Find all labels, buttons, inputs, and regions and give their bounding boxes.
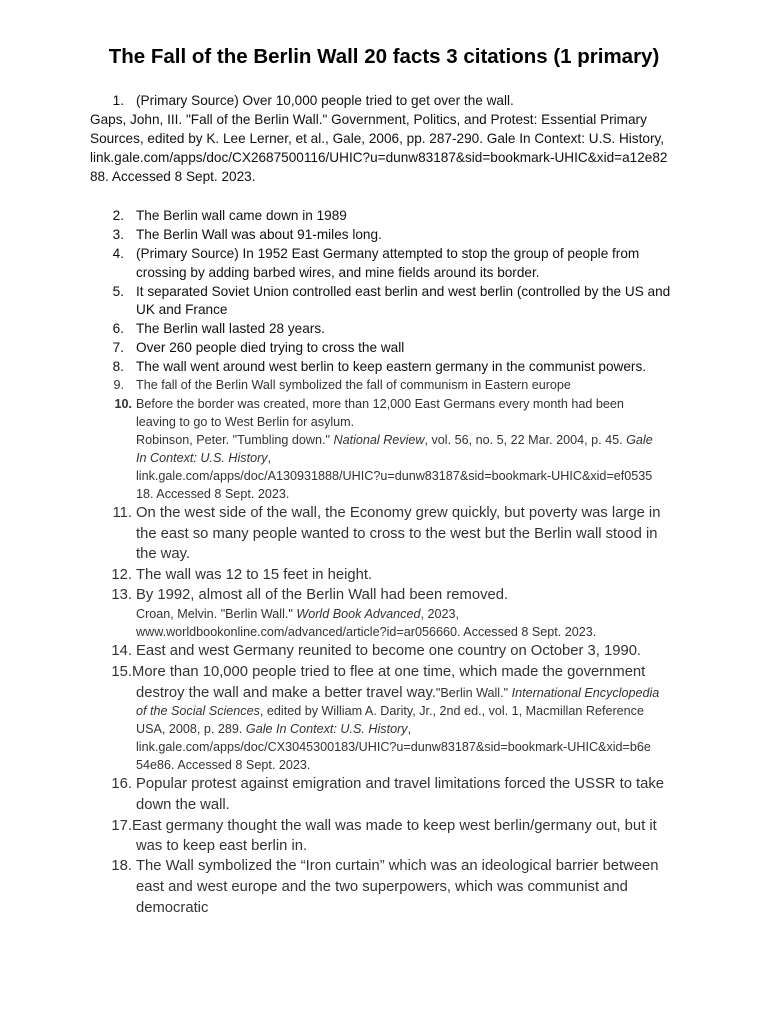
fact-text: More than 10,000 people tried to flee at one time, which made the government: [132, 664, 646, 680]
fact-text: the way.: [136, 546, 191, 562]
fact-text: East and west Germany reunited to become one country on October 3, 1990.: [136, 643, 642, 659]
citation-link: link.gale.com/apps/doc/CX2687500116/UHIC?u=dunw83187&sid=bookmark-UHIC&xid=a12e82: [90, 150, 668, 165]
fact-number: 4.: [112, 246, 124, 261]
fact-text: The Berlin wall lasted 28 years.: [136, 321, 325, 336]
citation-line: 54e86. Accessed 8 Sept. 2023.: [136, 758, 311, 772]
fact-number: 9.: [113, 378, 124, 392]
citation-line: Gaps, John, III. "Fall of the Berlin Wall." Government, Politics, and Protest: Essential Primary: [90, 112, 647, 127]
fact-text: The wall was 12 to 15 feet in height.: [136, 567, 373, 583]
fact-number: 6.: [112, 321, 124, 336]
citation-line: In Context: U.S. History,: [136, 451, 272, 465]
fact-text: UK and France: [136, 302, 228, 317]
fact-text: Before the border was created, more than 12,000 East Germans every month had been: [136, 397, 624, 411]
citation-link: link.gale.com/apps/doc/A130931888/UHIC?u=dunw83187&sid=bookmark-UHIC&xid=ef0535: [136, 469, 653, 483]
fact-text: The fall of the Berlin Wall symbolized the fall of communism in Eastern europe: [136, 378, 571, 392]
fact-number: 8.: [112, 359, 124, 374]
fact-text: The Berlin Wall was about 91-miles long.: [136, 227, 382, 242]
fact-text: (Primary Source) In 1952 East Germany attempted to stop the group of people from: [136, 246, 640, 261]
fact-number: 17.: [111, 818, 132, 834]
fact-number: 5.: [112, 284, 124, 299]
citation-link: link.gale.com/apps/doc/CX3045300183/UHIC?u=dunw83187&sid=bookmark-UHIC&xid=b6e: [136, 740, 651, 754]
page-title: The Fall of the Berlin Wall 20 facts 3 citations (1 primary): [108, 45, 660, 68]
fact-text: By 1992, almost all of the Berlin Wall had been removed.: [136, 587, 509, 603]
fact-number: 18.: [111, 858, 132, 874]
fact-number: 1.: [112, 93, 124, 108]
fact-text: democratic: [136, 900, 209, 916]
fact-number: 16.: [111, 776, 132, 792]
fact-number: 7.: [112, 340, 124, 355]
fact-text: Popular protest against emigration and travel limitations forced the USSR to take: [136, 776, 665, 792]
fact-number: 12.: [111, 567, 132, 583]
fact-number: 13.: [111, 587, 132, 603]
citation-link: www.worldbookonline.com/advanced/article?id=ar056660. Accessed 8 Sept. 2023.: [136, 625, 597, 639]
fact-text: the east so many people wanted to cross to the west but the Berlin wall stood in: [136, 526, 658, 542]
fact-text: down the wall.: [136, 797, 230, 813]
fact-text: The Wall symbolized the “Iron curtain” which was an ideological barrier between: [136, 858, 659, 874]
fact-text: crossing by adding barbed wires, and mine fields around its border.: [136, 265, 540, 280]
fact-text: Over 260 people died trying to cross the wall: [136, 340, 405, 355]
fact-text: leaving to go to West Berlin for asylum.: [136, 415, 355, 429]
fact-text: The wall went around west berlin to keep eastern germany in the communist powers.: [136, 359, 647, 374]
citation-line: 88. Accessed 8 Sept. 2023.: [90, 169, 256, 184]
fact-text-with-citation: destroy the wall and make a better travel way."Berlin Wall." International Encyclopedia: [136, 685, 660, 701]
citation-line: Croan, Melvin. "Berlin Wall." World Book Advanced, 2023,: [136, 607, 459, 621]
fact-text: (Primary Source) Over 10,000 people tried to get over the wall.: [136, 93, 514, 108]
citation-line: Sources, edited by K. Lee Lerner, et al., Gale, 2006, pp. 287-290. Gale In Context: U.S. History,: [90, 131, 665, 146]
fact-number: 11.: [112, 505, 132, 521]
fact-number: 14.: [111, 643, 132, 659]
fact-text: It separated Soviet Union controlled east berlin and west berlin (controlled by the US and: [136, 284, 671, 299]
citation-line: Robinson, Peter. "Tumbling down." National Review, vol. 56, no. 5, 22 Mar. 2004, p. 45. Gale: [136, 433, 653, 447]
citation-line: of the Social Sciences, edited by William A. Darity, Jr., 2nd ed., vol. 1, Macmillan Reference: [136, 704, 644, 718]
fact-number: 2.: [112, 208, 124, 223]
citation-line: 18. Accessed 8 Sept. 2023.: [136, 487, 290, 501]
fact-text: east and west europe and the two superpowers, which was communist and: [136, 879, 628, 895]
fact-text: The Berlin wall came down in 1989: [136, 208, 347, 223]
fact-text: was to keep east berlin in.: [136, 838, 308, 854]
fact-number: 10.: [114, 397, 132, 411]
fact-number: 15.: [111, 664, 132, 680]
citation-line: USA, 2008, p. 289. Gale In Context: U.S. History,: [136, 722, 412, 736]
fact-number: 3.: [112, 227, 124, 242]
fact-text: East germany thought the wall was made to keep west berlin/germany out, but it: [132, 818, 657, 834]
fact-text: On the west side of the wall, the Economy grew quickly, but poverty was large in: [136, 505, 661, 521]
